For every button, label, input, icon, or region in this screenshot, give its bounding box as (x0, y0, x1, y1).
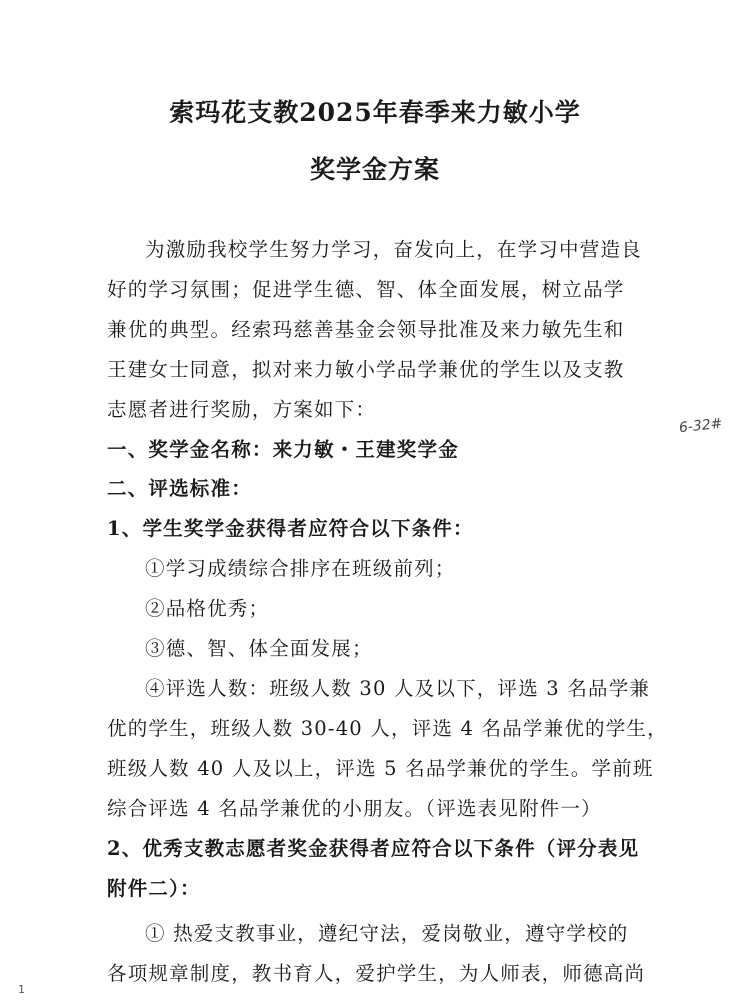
scan-mark: 1 (18, 983, 25, 996)
section-heading-criteria: 二、评选标准： (107, 477, 252, 500)
subsection-volunteer: 2、优秀支教志愿者奖金获得者应符合以下条件（评分表见 (107, 837, 640, 860)
subsection-student: 1、学生奖学金获得者应符合以下条件： (107, 517, 474, 540)
handwritten-margin-note: 6-32# (678, 415, 724, 437)
criteria-item: ①学习成绩综合排序在班级前列； (145, 557, 456, 580)
section-heading-name: 一、奖学金名称：来力敏・王建奖学金 (107, 438, 459, 461)
criteria-item: 班级人数 40 人及以上，评选 5 名品学兼优的学生。学前班 (107, 757, 654, 780)
paragraph-line: 为激励我校学生努力学习，奋发向上，在学习中营造良 (145, 238, 642, 261)
paragraph-line: 好的学习氛围；促进学生德、智、体全面发展，树立品学 (107, 278, 625, 301)
criteria-item: ③德、智、体全面发展； (145, 637, 373, 660)
document-title-line1: 索玛花支教2025年春季来力敏小学 (169, 98, 581, 127)
criteria-item: ②品格优秀； (145, 597, 270, 620)
criteria-item: 综合评选 4 名品学兼优的小朋友。（评选表见附件一） (107, 797, 602, 820)
subsection-volunteer-cont: 附件二）： (107, 877, 201, 900)
paragraph-line: 兼优的典型。经索玛慈善基金会领导批准及来力敏先生和 (107, 318, 625, 341)
volunteer-item: 各项规章制度，教书育人，爱护学生，为人师表，师德高尚 (107, 962, 646, 985)
document-title-line2: 奖学金方案 (309, 155, 440, 184)
volunteer-item: ① 热爱支教事业，遵纪守法，爱岗敬业，遵守学校的 (145, 922, 629, 945)
paragraph-line: 志愿者进行奖励，方案如下： (107, 398, 377, 421)
paragraph-line: 王建女士同意，拟对来力敏小学品学兼优的学生以及支教 (107, 358, 625, 381)
criteria-item: ④评选人数：班级人数 30 人及以下，评选 3 名品学兼 (145, 677, 651, 700)
criteria-item: 优的学生，班级人数 30-40 人，评选 4 名品学兼优的学生， (107, 717, 668, 740)
